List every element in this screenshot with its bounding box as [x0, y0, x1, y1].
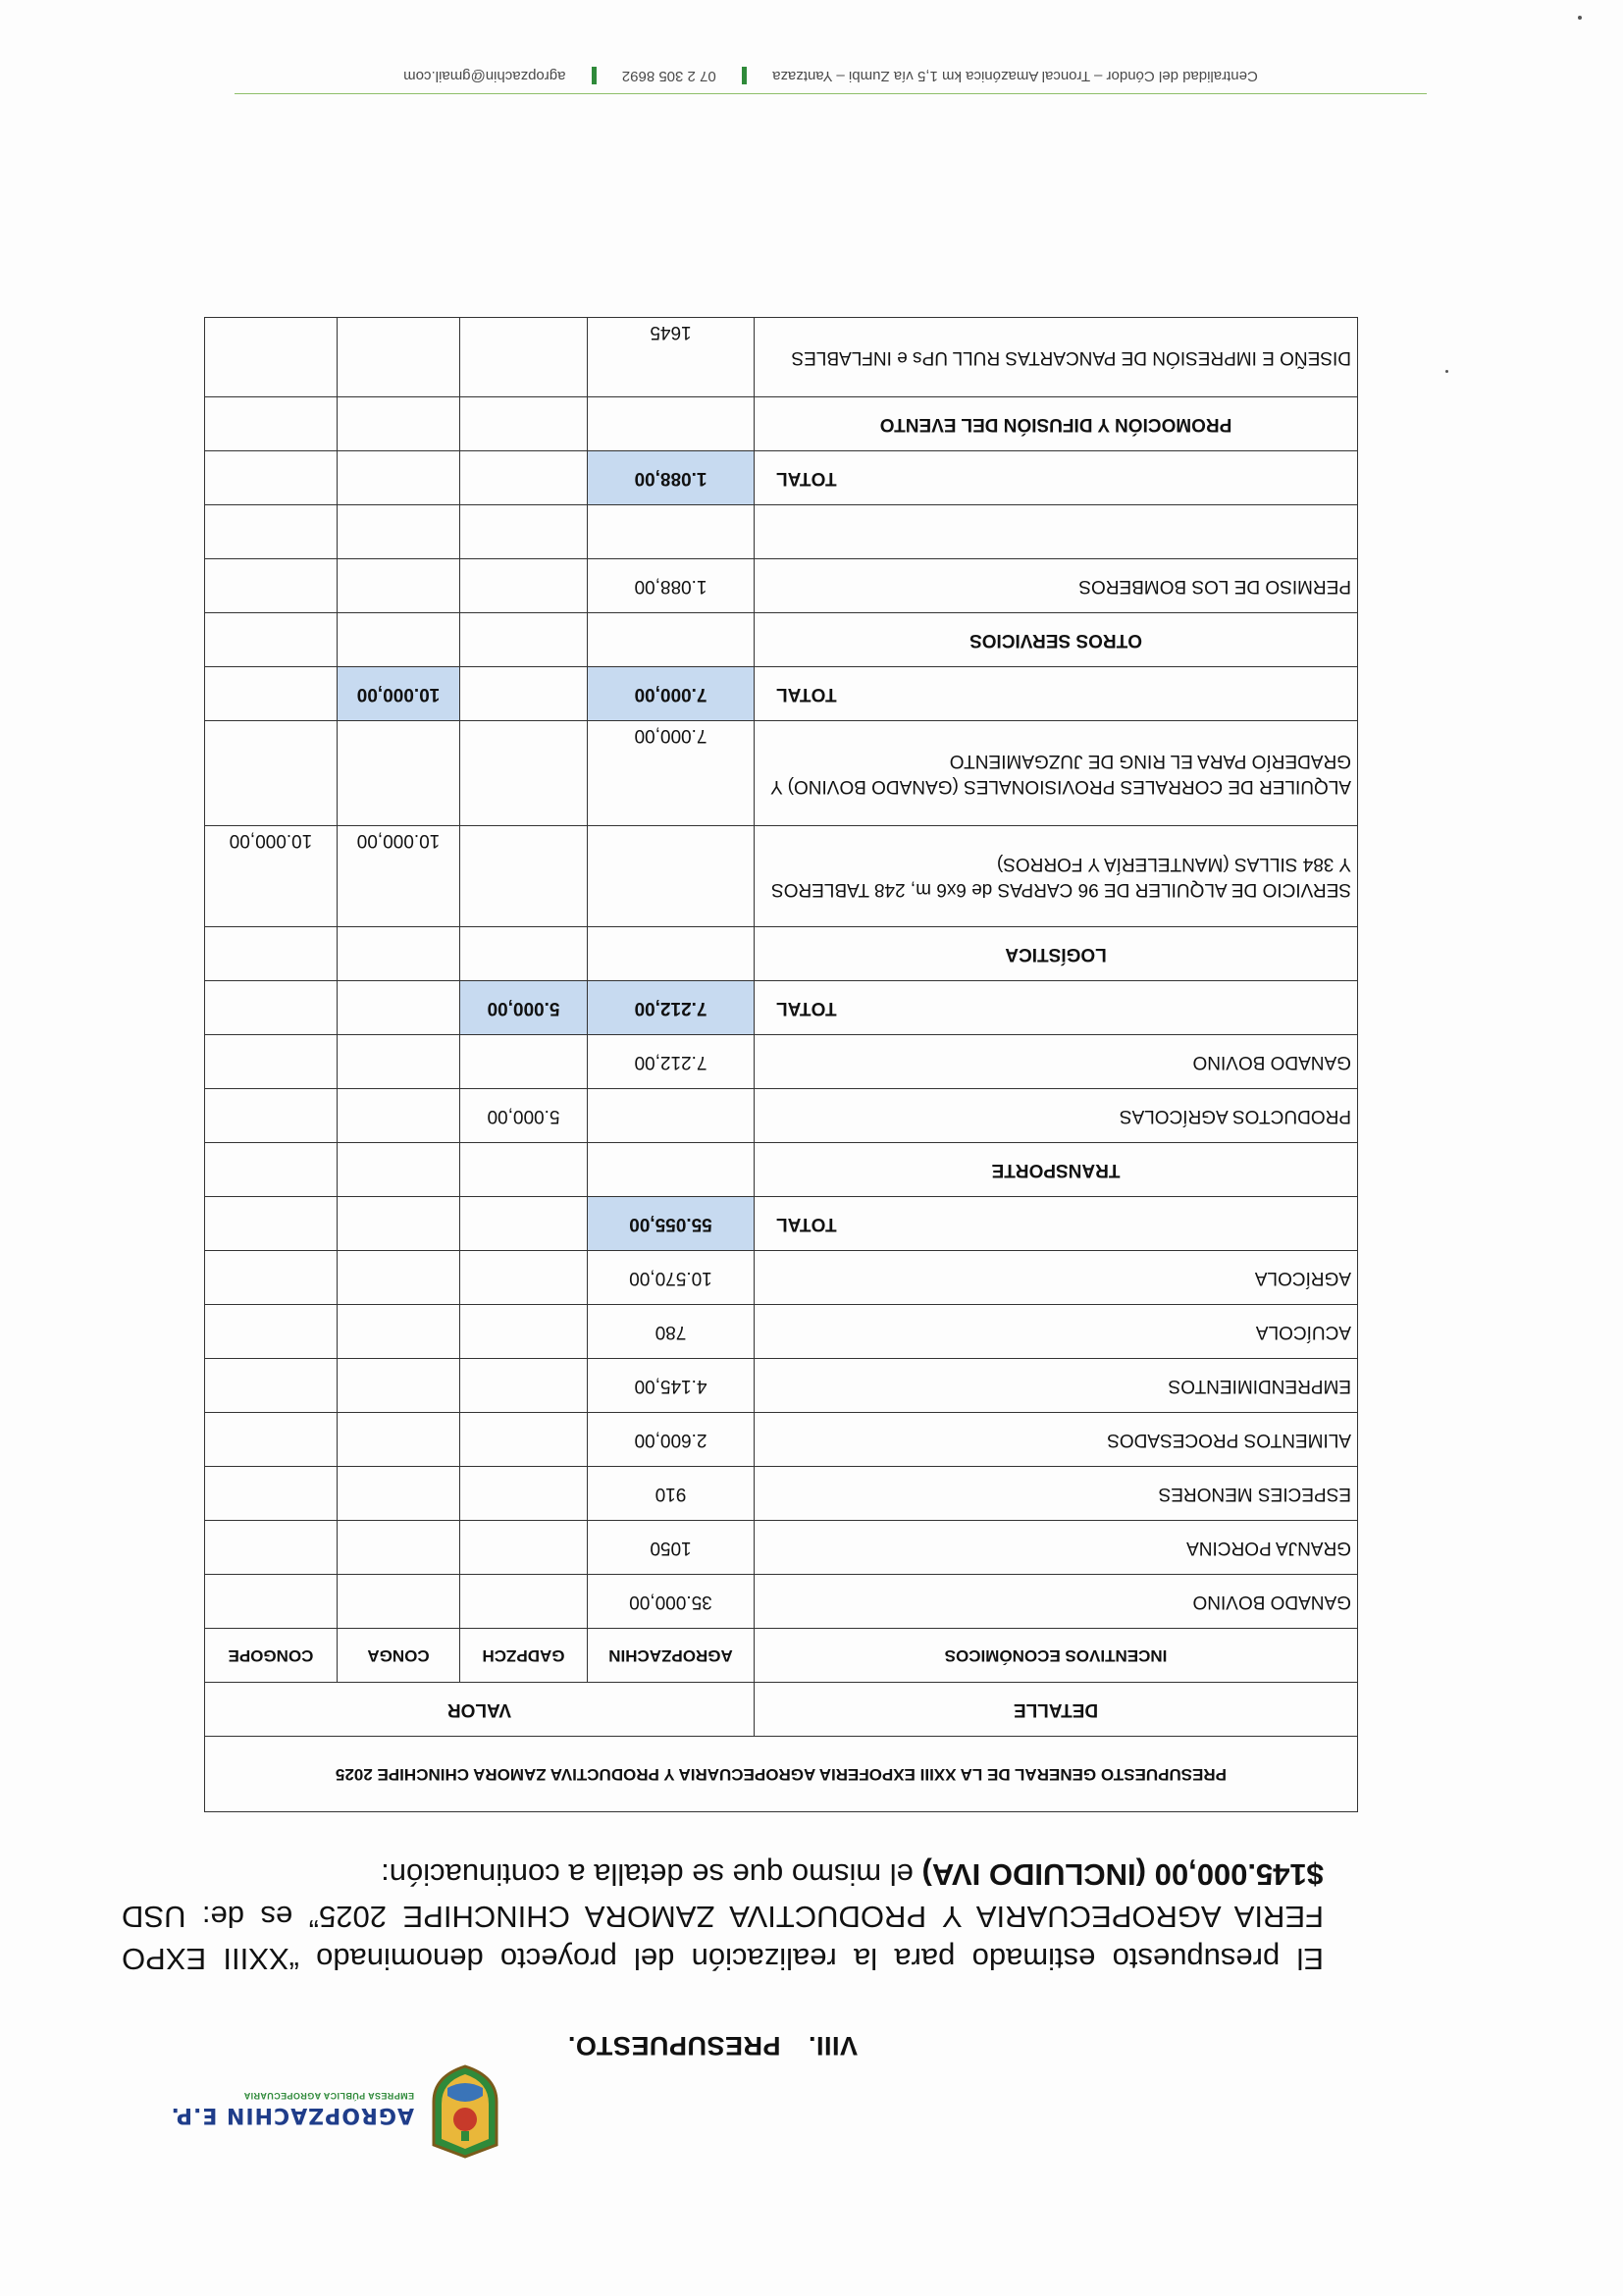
table-row: [204, 1359, 1357, 1413]
scan-speck: [1578, 16, 1582, 20]
section-heading: [567, 2030, 858, 2061]
footer-separator: [742, 67, 747, 84]
company-subtitle: EMPRESA PÚBLICA AGROPECUARIA: [243, 2091, 414, 2101]
row-label: ALIMENTOS PROCESADOS: [755, 1413, 1358, 1467]
row-value: 1.088,00: [588, 559, 755, 613]
subheader-agropzachin: AGROPZACHIN: [588, 1629, 755, 1683]
table-row: [204, 721, 1357, 826]
total-row: [204, 981, 1357, 1035]
table-row: [204, 1575, 1357, 1629]
table-subheader-row: [204, 1629, 1357, 1683]
section-row: [204, 1143, 1357, 1197]
table-row: [204, 1413, 1357, 1467]
row-value: 1645: [588, 318, 755, 397]
table-row: [204, 1251, 1357, 1305]
row-value: 4.145,00: [588, 1359, 755, 1413]
row-label: PERMISO DE LOS BOMBEROS: [755, 559, 1358, 613]
total-value: 7.212,00: [588, 981, 755, 1035]
section-otros: OTROS SERVICIOS: [755, 613, 1358, 667]
company-name: AGROPZACHIN E.P.: [170, 2103, 414, 2127]
row-label: PRODUCTOS AGRÍCOLAS: [755, 1089, 1358, 1143]
table-row: [204, 1035, 1357, 1089]
subheader-incentivos: INCENTIVOS ECONÓMICOS: [755, 1629, 1358, 1683]
row-label: DISEÑO E IMPRESIÓN DE PANCARTAS RULL UPs e INFLABLES: [755, 318, 1358, 397]
total-value: 55.055,00: [588, 1197, 755, 1251]
table-row: [204, 1089, 1357, 1143]
budget-table: [204, 317, 1358, 1812]
row-value: 910: [588, 1467, 755, 1521]
section-logistica: LOGÍSTICA: [755, 927, 1358, 981]
row-value: 5.000,00: [460, 1089, 588, 1143]
page-footer: [235, 67, 1427, 84]
intro-amount: $145.000,00 (INCLUIDO IVA): [921, 1857, 1324, 1892]
footer-divider: [235, 93, 1427, 94]
subheader-conga: CONGA: [338, 1629, 460, 1683]
row-label: GRANJA PORCINA: [755, 1521, 1358, 1575]
total-value: 7.000,00: [588, 667, 755, 721]
intro-paragraph: [122, 1853, 1324, 1980]
row-value: 7.212,00: [588, 1035, 755, 1089]
table-row: [204, 1521, 1357, 1575]
total-label: TOTAL: [755, 667, 1358, 721]
intro-tail: el mismo que se detalla a continuación:: [381, 1857, 922, 1892]
table-row: [204, 318, 1357, 397]
total-row: [204, 451, 1357, 505]
header-detalle: DETALLE: [755, 1683, 1358, 1737]
section-transporte: TRANSPORTE: [755, 1143, 1358, 1197]
row-value: 2.600,00: [588, 1413, 755, 1467]
intro-text: El presupuesto estimado para la realización del proyecto denominado “XXIII EXPO FERIA AGROPECUARIA Y PRODUCTIVA ZAMORA CHINCHIPE 2025” es de: USD: [122, 1900, 1324, 1976]
row-value: 1050: [588, 1521, 755, 1575]
section-promocion: PROMOCIÓN Y DIFUSIÓN DEL EVENTO: [755, 397, 1358, 451]
footer-address: Centralidad del Cóndor – Troncal Amazónica km 1,5 vía Zumbi – Yantzaza: [772, 68, 1258, 84]
company-brand: [171, 2091, 414, 2127]
table-row: [204, 559, 1357, 613]
row-label: ESPECIES MENORES: [755, 1467, 1358, 1521]
row-value: 780: [588, 1305, 755, 1359]
subheader-congope: CONGOPE: [204, 1629, 337, 1683]
row-value: 7.000,00: [588, 721, 755, 826]
table-row: [204, 1305, 1357, 1359]
total-value: 5.000,00: [460, 981, 588, 1035]
footer-phone: 07 2 305 8692: [621, 68, 716, 84]
row-label: GANADO BOVINO: [755, 1035, 1358, 1089]
total-row: [204, 667, 1357, 721]
footer-email: agropzachin@gmail.com: [403, 68, 566, 84]
table-row: [204, 505, 1357, 559]
header-valor: VALOR: [204, 1683, 754, 1737]
section-number: VIII.: [808, 2031, 858, 2061]
scan-speck: [1445, 370, 1448, 373]
table-row: [204, 1467, 1357, 1521]
total-row: [204, 1197, 1357, 1251]
section-row: [204, 927, 1357, 981]
row-value: 35.000,00: [588, 1575, 755, 1629]
footer-separator: [592, 67, 597, 84]
row-label: AGRÍCOLA: [755, 1251, 1358, 1305]
row-label: ACUÍCOLA: [755, 1305, 1358, 1359]
section-title: PRESUPUESTO.: [567, 2031, 781, 2061]
table-title-row: [204, 1737, 1357, 1812]
row-label: ALQUILER DE CORRALES PROVISIONALES (GANADO BOVINO) Y GRADERÍO PARA EL RING DE JUZGAMIENTO: [755, 721, 1358, 826]
row-value: 10.000,00: [204, 826, 337, 927]
table-header-row: [204, 1683, 1357, 1737]
row-label: EMPRENDIMIENTOS: [755, 1359, 1358, 1413]
table-row: [204, 826, 1357, 927]
section-row: [204, 613, 1357, 667]
total-label: TOTAL: [755, 451, 1358, 505]
total-value: 10.000,00: [338, 667, 460, 721]
row-label: GANADO BOVINO: [755, 1575, 1358, 1629]
section-row: [204, 397, 1357, 451]
total-label: TOTAL: [755, 981, 1358, 1035]
total-value: 1.088,00: [588, 451, 755, 505]
agropzachin-logo-icon: [426, 2064, 504, 2159]
row-value: 10.000,00: [338, 826, 460, 927]
total-label: TOTAL: [755, 1197, 1358, 1251]
row-label: SERVICIO DE ALQUILER DE 96 CARPAS de 6x6 m, 248 TABLEROS Y 384 SILLAS (MANTELERÍA Y FORROS): [755, 826, 1358, 927]
row-value: 10.570,00: [588, 1251, 755, 1305]
subheader-gadpzch: GADPZCH: [460, 1629, 588, 1683]
table-title: PRESUPUESTO GENERAL DE LA XXIII EXPOFERIA AGROPECUARIA Y PRODUCTIVA ZAMORA CHINCHIPE 2025: [204, 1737, 1357, 1812]
